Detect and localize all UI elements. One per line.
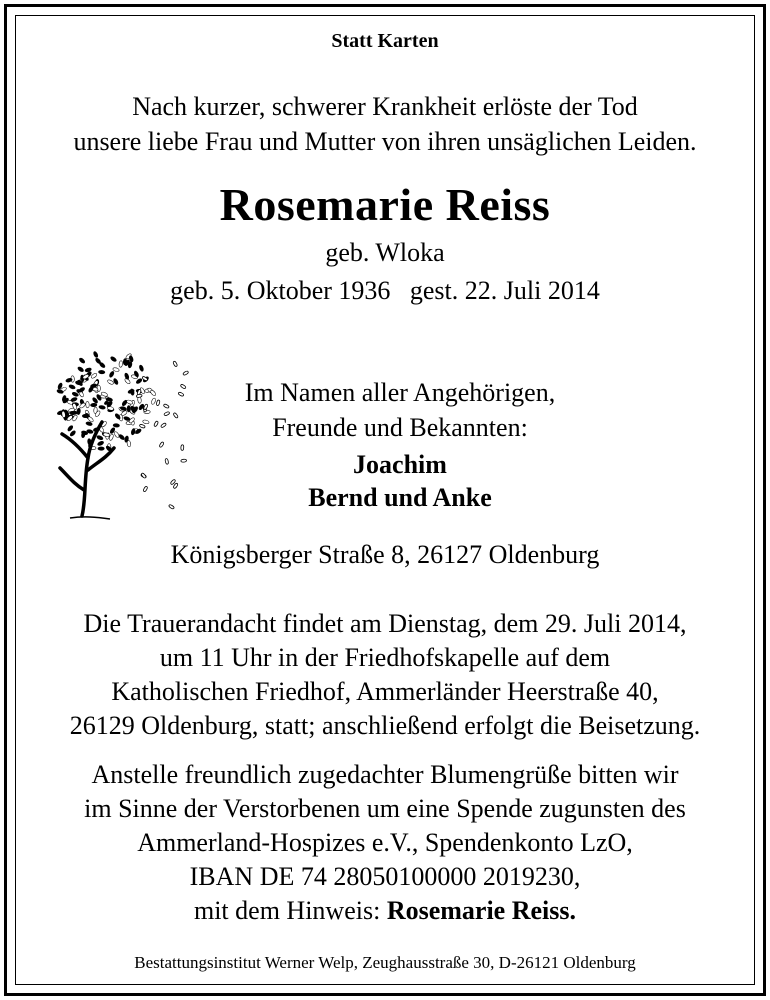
donation-line-1: Anstelle freundlich zugedachter Blumengrüße bitten wir bbox=[91, 760, 679, 789]
funeral-home-footer: Bestattungsinstitut Werner Welp, Zeughausstraße 30, D-26121 Oldenburg bbox=[134, 953, 636, 972]
deceased-maiden-name: geb. Wloka bbox=[325, 238, 445, 267]
donation-note bbox=[0, 896, 770, 926]
mourners-line-1: Im Namen aller Angehörigen, bbox=[244, 378, 556, 407]
service-line-1: Die Trauerandacht findet am Dienstag, dem 29. Juli 2014, bbox=[83, 609, 687, 638]
mourners-line-2: Freunde und Bekannten: bbox=[272, 413, 528, 442]
deceased-dates: geb. 5. Oktober 1936 gest. 22. Juli 2014 bbox=[170, 276, 600, 305]
mourner-name-1: Joachim bbox=[353, 450, 447, 479]
mourner-name-2: Bernd und Anke bbox=[308, 483, 492, 512]
donation-line-2: im Sinne der Verstorbenen um eine Spende zugunsten des bbox=[84, 794, 686, 823]
donation-note-name: Rosemarie Reiss. bbox=[386, 896, 576, 925]
deceased-name: Rosemarie Reiss bbox=[219, 179, 551, 230]
service-line-2: um 11 Uhr in der Friedhofskapelle auf dem bbox=[159, 643, 611, 672]
service-line-3: Katholischen Friedhof, Ammerländer Heerstraße 40, bbox=[111, 677, 659, 706]
donation-line-4: IBAN DE 74 28050100000 2019230, bbox=[189, 862, 581, 891]
donation-line-3: Ammerland-Hospizes e.V., Spendenkonto LzO, bbox=[137, 828, 633, 857]
donation-note-prefix: mit dem Hinweis: bbox=[193, 896, 387, 925]
mourners-address: Königsberger Straße 8, 26127 Oldenburg bbox=[170, 540, 600, 569]
header-statt-karten: Statt Karten bbox=[331, 30, 439, 52]
service-line-4: 26129 Oldenburg, statt; anschließend erfolgt die Beisetzung. bbox=[69, 711, 701, 740]
intro-line-2: unsere liebe Frau und Mutter von ihren unsäglichen Leiden. bbox=[73, 127, 697, 156]
intro-line-1: Nach kurzer, schwerer Krankheit erlöste der Tod bbox=[132, 92, 638, 121]
